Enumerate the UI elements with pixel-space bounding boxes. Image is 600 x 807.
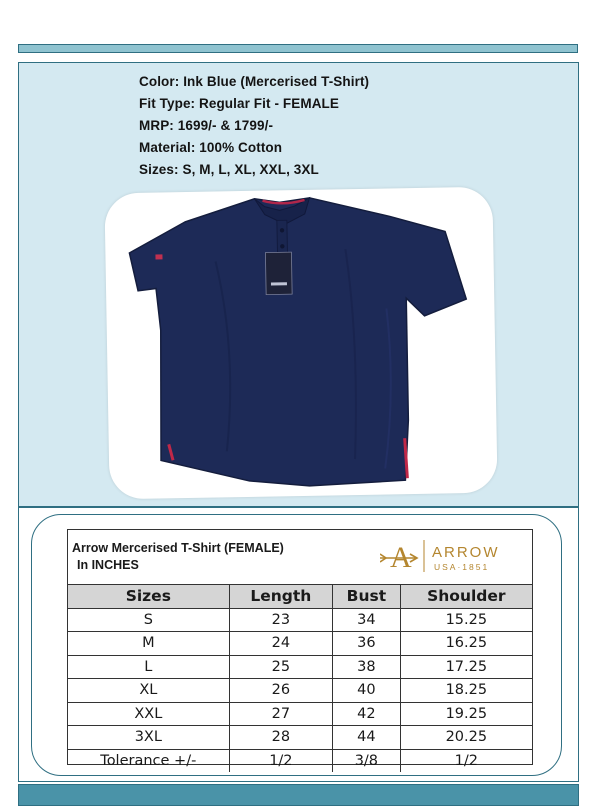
size-cell: M xyxy=(68,632,229,656)
shoulder-cell: 18.25 xyxy=(400,679,532,703)
svg-text:ARROW: ARROW xyxy=(432,544,500,561)
table-row xyxy=(68,726,532,750)
table-row xyxy=(68,702,532,726)
shoulder-cell: 19.25 xyxy=(400,702,532,726)
svg-text:A: A xyxy=(390,541,412,574)
shoulder-cell: 15.25 xyxy=(400,608,532,632)
arrow-brand-logo xyxy=(380,538,520,574)
size-cell: XXL xyxy=(68,702,229,726)
length-cell: 27 xyxy=(229,702,332,726)
table-row xyxy=(68,608,532,632)
bust-cell: 42 xyxy=(333,702,401,726)
size-cell: S xyxy=(68,608,229,632)
shoulder-cell: 16.25 xyxy=(400,632,532,656)
table-row xyxy=(68,679,532,703)
length-cell: 25 xyxy=(229,655,332,679)
tshirt-image xyxy=(104,187,497,500)
size-cell: 3XL xyxy=(68,726,229,750)
size-chart-unit: In INCHES xyxy=(77,558,139,572)
column-header-shoulder: Shoulder xyxy=(400,585,532,608)
size-chart-title: Arrow Mercerised T-Shirt (FEMALE) xyxy=(72,541,284,555)
spec-material: Material: 100% Cotton xyxy=(139,140,283,155)
bust-cell: 36 xyxy=(333,632,401,656)
size-table-header-row xyxy=(68,585,532,608)
product-specs xyxy=(139,71,369,181)
spec-color: Color: Ink Blue (Mercerised T-Shirt) xyxy=(139,74,370,89)
shoulder-cell: 17.25 xyxy=(400,655,532,679)
bust-cell: 44 xyxy=(333,726,401,750)
top-divider-bar xyxy=(18,44,578,53)
spec-mrp: MRP: 1699/- & 1799/- xyxy=(139,118,274,133)
size-table xyxy=(68,585,532,772)
length-cell: 26 xyxy=(229,679,332,703)
tolerance-row xyxy=(68,749,532,772)
spec-fit-type: Fit Type: Regular Fit - FEMALE xyxy=(139,96,339,111)
size-chart xyxy=(67,529,533,769)
bust-tolerance: 3/8 xyxy=(333,749,401,772)
length-cell: 28 xyxy=(229,726,332,750)
spec-sizes: Sizes: S, M, L, XL, XXL, 3XL xyxy=(139,162,319,177)
bust-cell: 38 xyxy=(333,655,401,679)
table-row xyxy=(68,632,532,656)
size-cell: L xyxy=(68,655,229,679)
bust-cell: 34 xyxy=(333,608,401,632)
length-cell: 23 xyxy=(229,608,332,632)
column-header-bust: Bust xyxy=(333,585,401,608)
bust-cell: 40 xyxy=(333,679,401,703)
size-chart-header xyxy=(68,530,532,585)
size-cell: XL xyxy=(68,679,229,703)
column-header-length: Length xyxy=(229,585,332,608)
table-row xyxy=(68,655,532,679)
length-cell: 24 xyxy=(229,632,332,656)
tolerance-label: Tolerance +/- xyxy=(68,749,229,772)
product-info-panel xyxy=(18,62,579,507)
column-header-sizes: Sizes xyxy=(68,585,229,608)
bottom-divider-bar xyxy=(18,784,579,806)
svg-text:USA·1851: USA·1851 xyxy=(434,562,490,572)
product-photo xyxy=(104,187,497,500)
length-tolerance: 1/2 xyxy=(229,749,332,772)
shoulder-tolerance: 1/2 xyxy=(400,749,532,772)
shoulder-cell: 20.25 xyxy=(400,726,532,750)
size-chart-panel xyxy=(18,507,579,782)
